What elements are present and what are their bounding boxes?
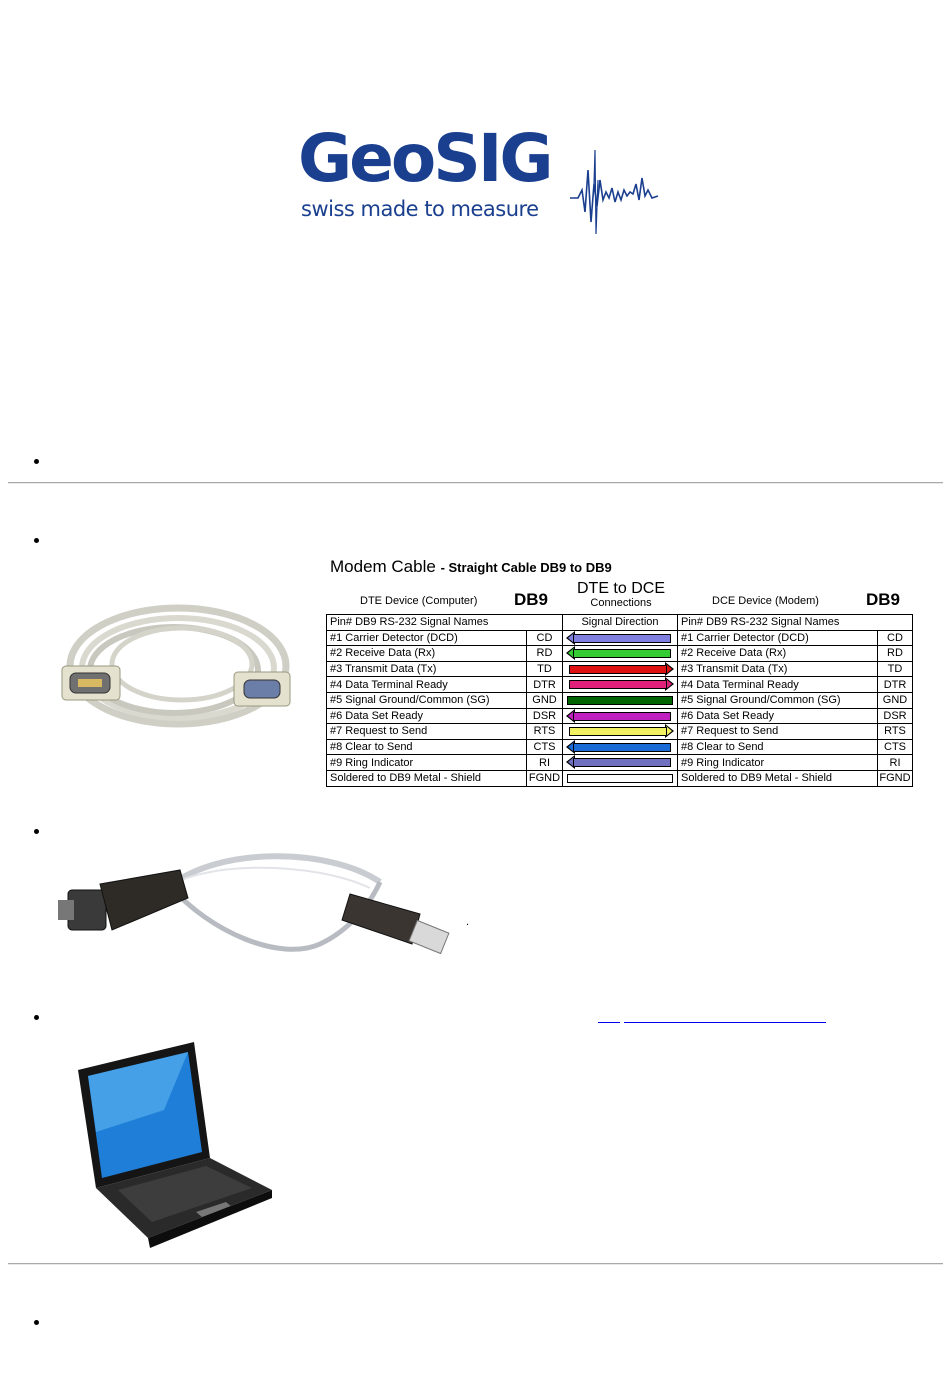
link-underline[interactable] [624, 1022, 826, 1023]
right-connector-label: DB9 [866, 590, 901, 609]
signal-arrow [569, 680, 667, 689]
horizontal-rule [8, 1263, 943, 1265]
dte-to-dce-heading: DTE to DCE [576, 580, 665, 597]
dce-abbr-cell: RTS [878, 724, 913, 740]
dte-pin-cell: #5 Signal Ground/Common (SG) [327, 692, 527, 708]
dce-abbr-cell: DTR [878, 677, 913, 693]
signal-arrow [567, 696, 673, 705]
dte-abbr-cell: TD [527, 661, 563, 677]
table-row [327, 724, 913, 740]
signal-direction-header: Signal Direction [563, 615, 678, 631]
dce-pin-cell: #2 Receive Data (Rx) [678, 646, 878, 662]
table-row [327, 677, 913, 693]
dte-device-label: DTE Device (Computer) [360, 595, 478, 607]
dte-pin-cell: #8 Clear to Send [327, 739, 527, 755]
dte-abbr-cell: RTS [527, 724, 563, 740]
list-bullet [34, 1015, 39, 1020]
dce-abbr-cell: RD [878, 646, 913, 662]
dce-abbr-cell: GND [878, 692, 913, 708]
dte-pin-cell: #1 Carrier Detector (DCD) [327, 630, 527, 646]
right-pin-header: Pin# DB9 RS-232 Signal Names [678, 615, 913, 631]
dce-pin-cell: #3 Transmit Data (Tx) [678, 661, 878, 677]
dte-pin-cell: #2 Receive Data (Rx) [327, 646, 527, 662]
table-header-row [327, 615, 913, 631]
dce-pin-cell: #5 Signal Ground/Common (SG) [678, 692, 878, 708]
link-underline[interactable] [598, 1022, 620, 1023]
signal-direction-cell [563, 692, 678, 708]
table-row [327, 661, 913, 677]
dce-abbr-cell: FGND [879, 772, 911, 785]
left-connector-label: DB9 [514, 590, 549, 609]
dte-abbr-cell: RD [527, 646, 563, 662]
table-row [327, 630, 913, 646]
connections-label: Connections [590, 597, 652, 609]
table-row [327, 770, 913, 786]
dte-abbr-cell: DTR [527, 677, 563, 693]
signal-direction-cell [563, 724, 678, 740]
signal-direction-cell [563, 661, 678, 677]
geosig-logo-tagline: swiss made to measure [301, 197, 539, 221]
signal-arrow [573, 649, 671, 658]
signal-direction-cell [563, 630, 678, 646]
dce-abbr-cell: CD [878, 630, 913, 646]
dce-abbr-cell: RI [878, 755, 913, 771]
dte-abbr-cell: DSR [527, 708, 563, 724]
dte-abbr-cell: RI [527, 755, 563, 771]
stray-dot-text: . [466, 916, 470, 928]
dte-abbr-cell: CD [527, 630, 563, 646]
signal-arrow [573, 712, 671, 721]
signal-arrow [573, 743, 671, 752]
list-bullet [34, 829, 39, 834]
dce-pin-cell: #1 Carrier Detector (DCD) [678, 630, 878, 646]
signal-direction-cell [563, 646, 678, 662]
table-row [327, 755, 913, 771]
list-bullet [34, 1320, 39, 1325]
signal-direction-cell [563, 708, 678, 724]
geosig-logo-wordmark: GeoSIG [298, 120, 551, 197]
dce-pin-cell: #7 Request to Send [678, 724, 878, 740]
dce-pin-cell: #8 Clear to Send [678, 739, 878, 755]
dte-abbr-cell: GND [527, 692, 563, 708]
dte-pin-cell: #9 Ring Indicator [327, 755, 527, 771]
laptop-photo [56, 1040, 274, 1250]
dce-abbr-cell: DSR [878, 708, 913, 724]
signal-arrow [569, 727, 667, 736]
dte-abbr-cell: CTS [527, 739, 563, 755]
table-row [327, 708, 913, 724]
diagram-title: Modem Cable - Straight Cable DB9 to DB9 [330, 557, 612, 576]
usb-to-serial-adapter-photo [50, 852, 455, 970]
dce-abbr-cell: TD [878, 661, 913, 677]
table-row [327, 646, 913, 662]
signal-arrow [567, 774, 673, 783]
dte-pin-cell: Soldered to DB9 Metal - Shield [327, 770, 527, 786]
dce-pin-cell: #6 Data Set Ready [678, 708, 878, 724]
rs232-signal-table [326, 614, 913, 787]
signal-direction-cell [563, 770, 678, 786]
seismograph-wave-icon [568, 140, 660, 236]
dte-pin-cell: #6 Data Set Ready [327, 708, 527, 724]
table-row [327, 739, 913, 755]
list-bullet [34, 459, 39, 464]
dce-abbr-cell: CTS [878, 739, 913, 755]
signal-arrow [573, 634, 671, 643]
dte-pin-cell: #3 Transmit Data (Tx) [327, 661, 527, 677]
dce-pin-cell: #4 Data Terminal Ready [678, 677, 878, 693]
dce-pin-cell: #9 Ring Indicator [678, 755, 878, 771]
dte-abbr-cell: FGND [527, 770, 563, 786]
signal-direction-cell [563, 755, 678, 771]
signal-direction-cell [563, 739, 678, 755]
horizontal-rule [8, 482, 943, 484]
dte-pin-cell: #4 Data Terminal Ready [327, 677, 527, 693]
table-row [327, 692, 913, 708]
signal-arrow [573, 758, 671, 767]
dce-pin-cell: Soldered to DB9 Metal - Shield [678, 770, 878, 786]
list-bullet [34, 538, 39, 543]
db9-serial-cable-photo [50, 580, 295, 740]
signal-arrow [569, 665, 667, 674]
dte-pin-cell: #7 Request to Send [327, 724, 527, 740]
left-pin-header: Pin# DB9 RS-232 Signal Names [327, 615, 563, 631]
signal-direction-cell [563, 677, 678, 693]
dce-device-label: DCE Device (Modem) [712, 595, 819, 607]
